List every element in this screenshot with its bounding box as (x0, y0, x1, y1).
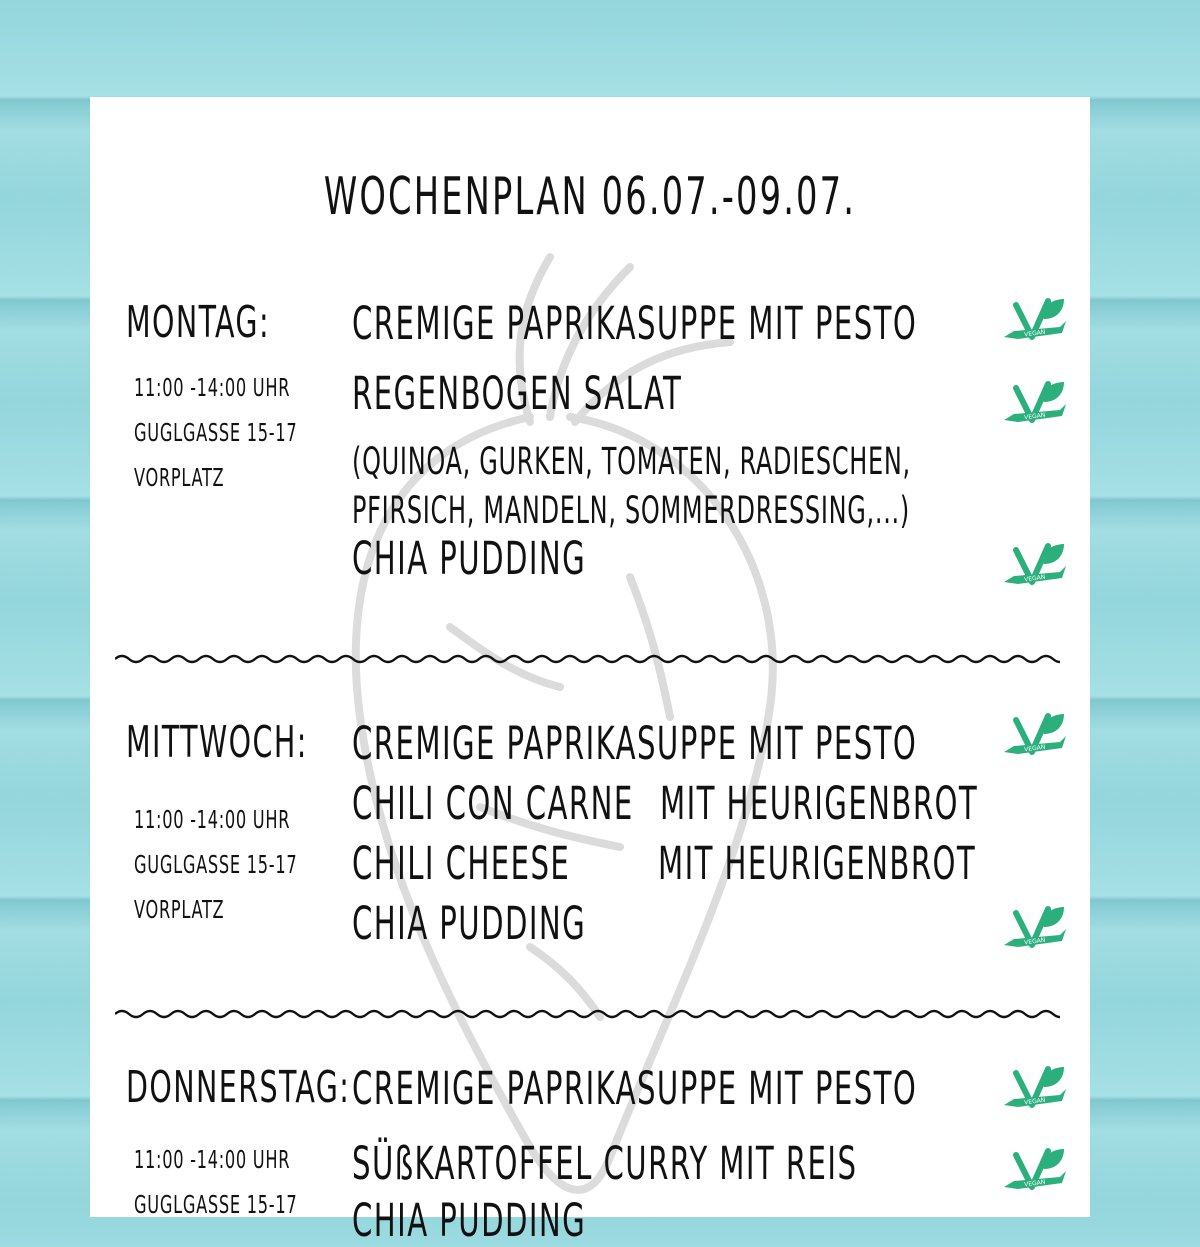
vegan-badge-icon (1002, 542, 1068, 598)
dish-item: CREMIGE PAPRIKASUPPE MIT PESTO (352, 717, 918, 770)
dish-item: SÜßKARTOFFEL CURRY MIT REIS (352, 1137, 858, 1190)
dish-item: REGENBOGEN SALAT (352, 367, 683, 420)
dish-item: CREMIGE PAPRIKASUPPE MIT PESTO (352, 1062, 918, 1115)
vegan-badge-icon (1002, 1065, 1068, 1121)
address: GUGLGASSE 15-17 (134, 850, 298, 879)
day-info-donnerstag (134, 1137, 361, 1227)
vegan-badge-icon (1002, 297, 1068, 353)
opening-hours: 11:00 -14:00 UHR (134, 805, 291, 834)
dish-side: MIT HEURIGENBROT (660, 777, 979, 830)
location: VORPLATZ (134, 895, 225, 924)
dish-item: CHIA PUDDING (352, 897, 587, 950)
day-label-mittwoch: MITTWOCH: (126, 717, 308, 768)
location: VORPLATZ (134, 463, 225, 492)
day-info-mittwoch (134, 797, 361, 932)
wavy-divider (115, 1007, 1060, 1021)
opening-hours: 11:00 -14:00 UHR (134, 373, 291, 402)
dish-description: PFIRSICH, MANDELN, SOMMERDRESSING,...) (352, 489, 910, 532)
dish-side: MIT HEURIGENBROT (658, 837, 977, 890)
page-title: WOCHENPLAN 06.07.-09.07. (323, 167, 857, 227)
dish-item: CHIA PUDDING (352, 1194, 587, 1247)
day-info-montag (134, 365, 361, 500)
vegan-badge-icon (1002, 905, 1068, 961)
address: GUGLGASSE 15-17 (134, 418, 298, 447)
dish-description: (QUINOA, GURKEN, TOMATEN, RADIESCHEN, (352, 440, 911, 483)
day-label-donnerstag: DONNERSTAG: (126, 1062, 351, 1113)
dish-item: CHILI CON CARNE (352, 777, 634, 830)
vegan-badge-icon (1002, 1147, 1068, 1203)
dish-item: CHILI CHEESE (352, 837, 571, 890)
vegan-badge-icon (1002, 380, 1068, 436)
menu-card (90, 97, 1090, 1247)
opening-hours: 11:00 -14:00 UHR (134, 1145, 291, 1174)
dish-item: CREMIGE PAPRIKASUPPE MIT PESTO (352, 297, 918, 350)
address: GUGLGASSE 15-17 (134, 1190, 298, 1219)
day-label-montag: MONTAG: (126, 297, 270, 348)
dish-item: CHIA PUDDING (352, 532, 587, 585)
wavy-divider (115, 652, 1060, 666)
vegan-badge-icon (1002, 712, 1068, 768)
